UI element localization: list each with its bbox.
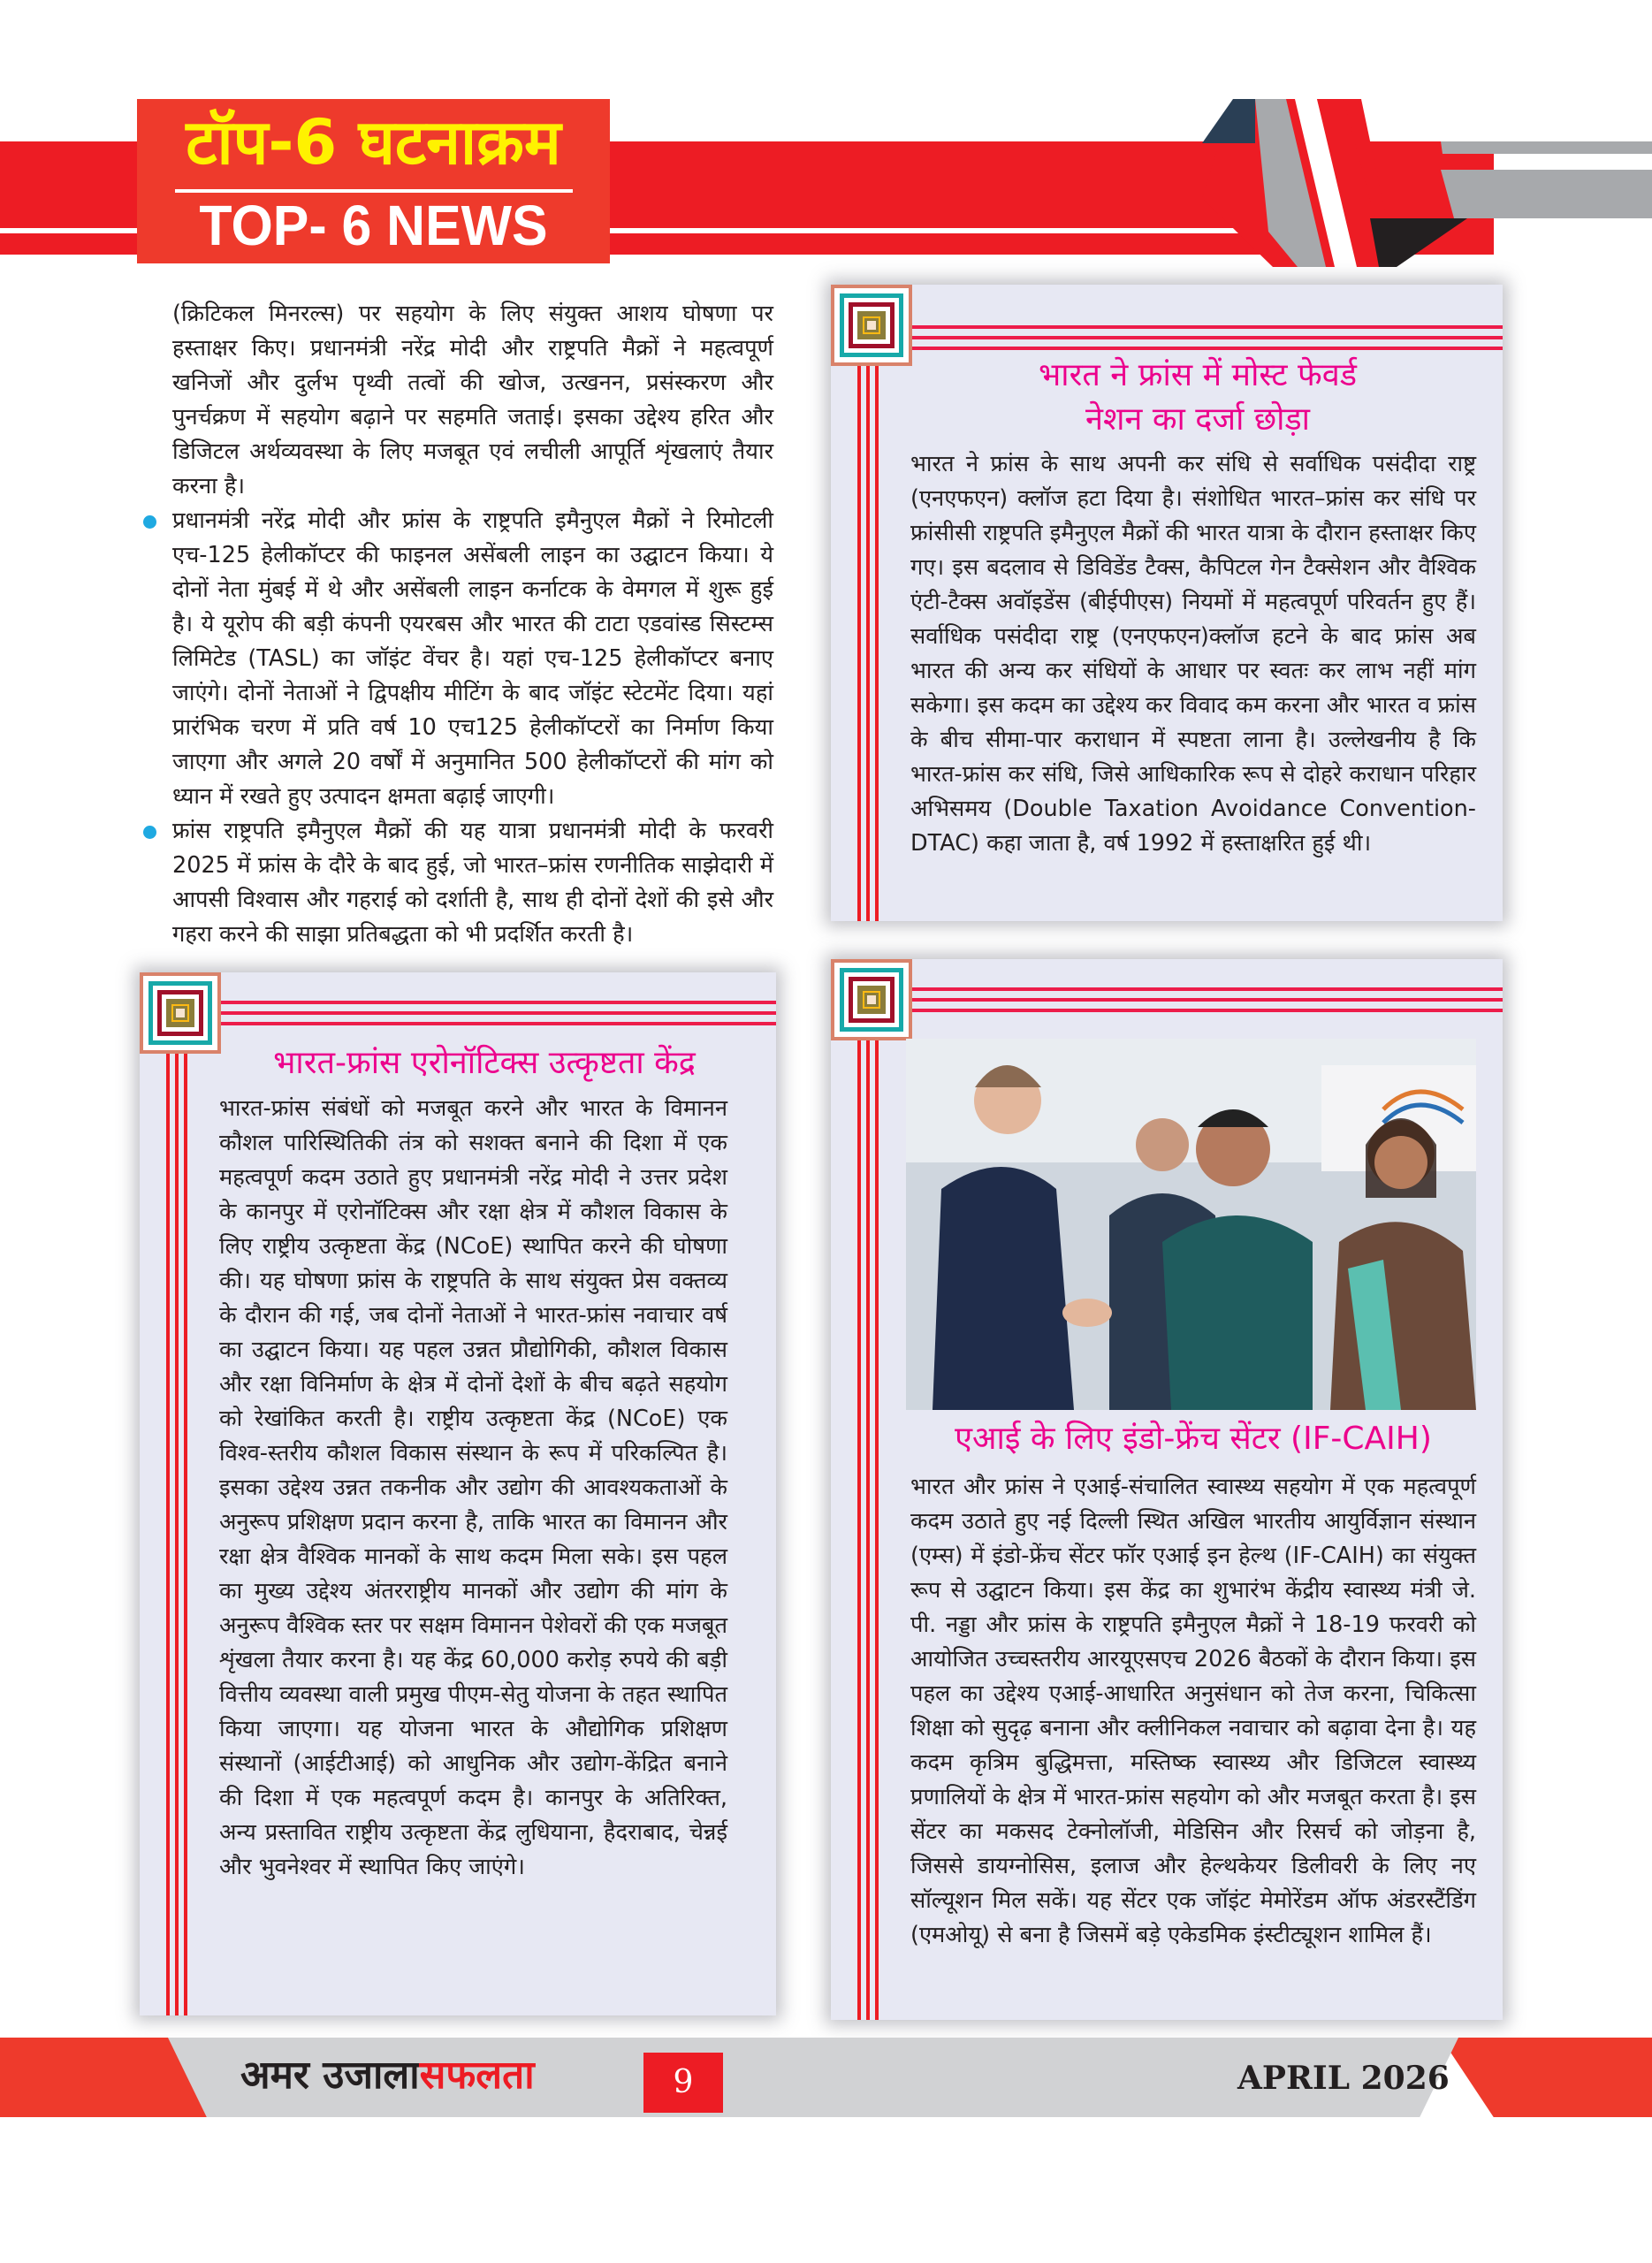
brand-name: अमर उजाला (240, 2053, 420, 2098)
ornament-icon (831, 959, 912, 1040)
box-text: भारत और फ्रांस ने एआई-संचालित स्वास्थ्य सहयोग में एक महत्वपूर्ण कदम उठाते हुए नई दिल्ली स्थित अखिल भारतीय आयुर्विज्ञान संस्थान (एम्स) में इंडो-फ्रेंच सेंटर फॉर एआई इन हेल्थ (IF-CAIH) का संयुक्त रूप से उद्घाटन किया। इस केंद्र का शुभारंभ केंद्रीय स्वास्थ्य मंत्री जे. पी. नड्डा और फ्रांस के राष्ट्रपति इमैनुएल मैक्रों ने 18-19 फरवरी को आयोजित उच्चस्तरीय आरयूएसएच 2026 बैठकों के दौरान किया। इस पहल का उद्देश्य एआई-आधारित अनुसंधान को तेज करना, चिकित्सा शिक्षा को सुदृढ़ बनाना और क्लीनिकल नवाचार को बढ़ावा देना है। यह कदम कृत्रिम बुद्धिमत्ता, मस्तिष्क स्वास्थ्य और डिजिटल स्वास्थ्य प्रणालियों के क्षेत्र में भारत-फ्रांस सहयोग को और मजबूत करता है। इस सेंटर का मकसद टेक्नोलॉजी, मेडिसिन और रिसर्च को जोड़ना है, जिससे डायग्नोसिस, इलाज और हेल्थकेयर डिलीवरी के लिए नए सॉल्यूशन मिल सकें। यह सेंटर एक जॉइंट मेमोरेंडम ऑफ अंडरस्टैंडिंग (एमओयू) से बना है जिसमें बड़े एकेडमिक इंस्टीट्यूशन शामिल हैं। (910, 1474, 1477, 1948)
brand-magazine: सफलता (419, 2053, 535, 2098)
footer-brand-logo (240, 2049, 535, 2102)
news-box-aeronautics (140, 972, 776, 2015)
issue-date: APRIL 2026 (1237, 2060, 1450, 2097)
bullet-icon (143, 515, 156, 529)
news-photo (906, 1039, 1476, 1410)
bullet-text: फ्रांस राष्ट्रपति इमैनुएल मैक्रों की यह यात्रा प्रधानमंत्री मोदी के फरवरी 2025 में फ्रांस के दौरे के बाद हुई, जो भारत–फ्रांस रणनीतिक साझेदारी में आपसी विश्वास और गहराई को दर्शाती है, साथ ही दोनों देशों की इसे और गहरा करने की साझा प्रतिबद्धता को भी प्रदर्शित करती है। (172, 818, 773, 948)
box-text: भारत-फ्रांस संबंधों को मजबूत करने और भारत के विमानन कौशल पारिस्थितिकी तंत्र को सशक्त बनाने की दिशा में एक महत्वपूर्ण कदम उठाते हुए प्रधानमंत्री नरेंद्र मोदी ने उत्तर प्रदेश के कानपुर में एरोनॉटिक्स और रक्षा क्षेत्र में कौशल विकास के लिए राष्ट्रीय उत्कृष्टता केंद्र (NCoE) स्थापित करने की घोषणा की। यह घोषणा फ्रांस के राष्ट्रपति के साथ संयुक्त प्रेस वक्तव्य के दौरान की गई, जब दोनों नेताओं ने भारत-फ्रांस नवाचार वर्ष का उद्घाटन किया। यह पहल उन्नत प्रौद्योगिकी, कौशल विकास और रक्षा विनिर्माण के क्षेत्र में दोनों देशों के बीच बढ़ते सहयोग को रेखांकित करती है। राष्ट्रीय उत्कृष्टता केंद्र (NCoE) एक विश्व-स्तरीय कौशल विकास संस्थान के रूप में परिकल्पित है। इसका उद्देश्य उन्नत तकनीक और उद्योग की आवश्यकताओं के अनुरूप प्रशिक्षण प्रदान करना है, ताकि भारत का विमानन और रक्षा क्षेत्र वैश्विक मानकों के साथ कदम मिला सके। इस पहल का मुख्य उद्देश्य अंतरराष्ट्रीय मानकों और उद्योग की मांग के अनुरूप वैश्विक स्तर पर सक्षम विमानन पेशेवरों की एक मजबूत शृंखला तैयार करना है। यह केंद्र 60,000 करोड़ रुपये की बड़ी वित्तीय व्यवस्था वाली प्रमुख पीएम-सेतु योजना के तहत स्थापित किया जाएगा। यह योजना भारत के औद्योगिक प्रशिक्षण संस्थानों (आईटीआई) को आधुनिक और उद्योग-केंद्रित बनाने की दिशा में एक महत्वपूर्ण कदम है। कानपुर के अतिरिक्त, अन्य प्रस्तावित राष्ट्रीय उत्कृष्टता केंद्र लुधियाना, हैदराबाद, चेन्नई और भुवनेश्वर में स्थापित किए जाएंगे। (219, 1095, 727, 1880)
box-title (910, 354, 1485, 442)
box-title: भारत-फ्रांस एरोनॉटिक्स उत्कृष्टता केंद्र (273, 1045, 696, 1081)
page-number: 9 (643, 2053, 723, 2113)
news-box-mfn (831, 285, 1503, 921)
footer-red-right (1441, 2038, 1652, 2117)
box-title: एआई के लिए इंडो-फ्रेंच सेंटर (IF-CAIH) (955, 1421, 1432, 1457)
bullet-paragraph (172, 814, 773, 952)
paragraph: (क्रिटिकल मिनरल्स) पर सहयोग के लिए संयुक्त आशय घोषणा पर हस्ताक्षर किए। प्रधानमंत्री नरेंद्र मोदी और राष्ट्रपति मैक्रों ने महत्वपूर्ण खनिजों और दुर्लभ पृथ्वी तत्वों की खोज, उत्खनन, प्रसंस्करण और पुनर्चक्रण में सहयोग बढ़ाने पर सहमति जताई। इसका उद्देश्य हरित और डिजिटल अर्थव्यवस्था के लिए मजबूत एवं लचीली आपूर्ति शृंखलाएं तैयार करना है। (172, 301, 773, 499)
bullet-icon (143, 826, 156, 839)
bullet-paragraph (172, 504, 773, 814)
header-decoration (1202, 99, 1652, 267)
title-line: भारत ने फ्रांस में मोस्ट फेवर्ड (1038, 357, 1358, 393)
section-title-hindi: टॉप-6 घटनाक्रम (186, 106, 561, 179)
ornament-icon (831, 285, 912, 366)
box-text: भारत ने फ्रांस के साथ अपनी कर संधि से सर्वाधिक पसंदीदा राष्ट्र (एनएफएन) क्लॉज हटा दिया है। संशोधित भारत–फ्रांस कर संधि पर फ्रांसीसी राष्ट्रपति इमैनुएल मैक्रों की भारत यात्रा के दौरान हस्ताक्षर किए गए। इस बदलाव से डिविडेंड टैक्स, कैपिटल गेन टैक्सेशन और वैश्विक एंटी-टैक्स अवॉइडेंस (बीईपीएस) नियमों में महत्वपूर्ण परिवर्तन हुए हैं। सर्वाधिक पसंदीदा राष्ट्र (एनएफएन)क्लॉज हटने के बाद फ्रांस अब भारत की अन्य कर संधियों के आधार पर स्वतः कर लाभ नहीं मांग सकेगा। इस कदम का उद्देश्य कर विवाद कम करना और भारत व फ्रांस के बीच सीमा-पार कराधान में स्पष्टता लाना है। उल्लेखनीय है कि भारत-फ्रांस कर संधि, जिसे आधिकारिक रूप से दोहरे कराधान परिहार अभिसमय (Double Taxation Avoidance Convention-DTAC) कहा जाता है, वर्ष 1992 में हस्ताक्षरित हुई थी। (910, 451, 1476, 857)
news-box-ai (831, 959, 1503, 2020)
section-title-english: TOP- 6 NEWS (199, 194, 548, 257)
left-column-text (172, 297, 773, 952)
section-title-box (137, 99, 610, 263)
bullet-text: प्रधानमंत्री नरेंद्र मोदी और फ्रांस के राष्ट्रपति इमैनुएल मैक्रों ने रिमोटली एच-125 हेलीकॉप्टर की फाइनल असेंबली लाइन का उद्घाटन किया। ये दोनों नेता मुंबई में थे और असेंबली लाइन कर्नाटक के वेमगल में शुरू हुई है। ये यूरोप की बड़ी कंपनी एयरबस और भारत की टाटा एडवांस्ड सिस्टम्स लिमिटेड (TASL) का जॉइंट वेंचर है। यहां एच-125 हेलीकॉप्टर बनाए जाएंगे। दोनों नेताओं ने द्विपक्षीय मीटिंग के बाद जॉइंट स्टेटमेंट दिया। यहां प्रारंभिक चरण में प्रति वर्ष 10 एच125 हेलीकॉप्टरों का निर्माण किया जाएगा और अगले 20 वर्षों में अनुमानित 500 हेलीकॉप्टरों की मांग को ध्यान में रखते हुए उत्पादन क्षमता बढ़ाई जाएगी। (172, 507, 773, 810)
ornament-icon (140, 972, 221, 1054)
title-line: नेशन का दर्जा छोड़ा (1085, 401, 1311, 438)
